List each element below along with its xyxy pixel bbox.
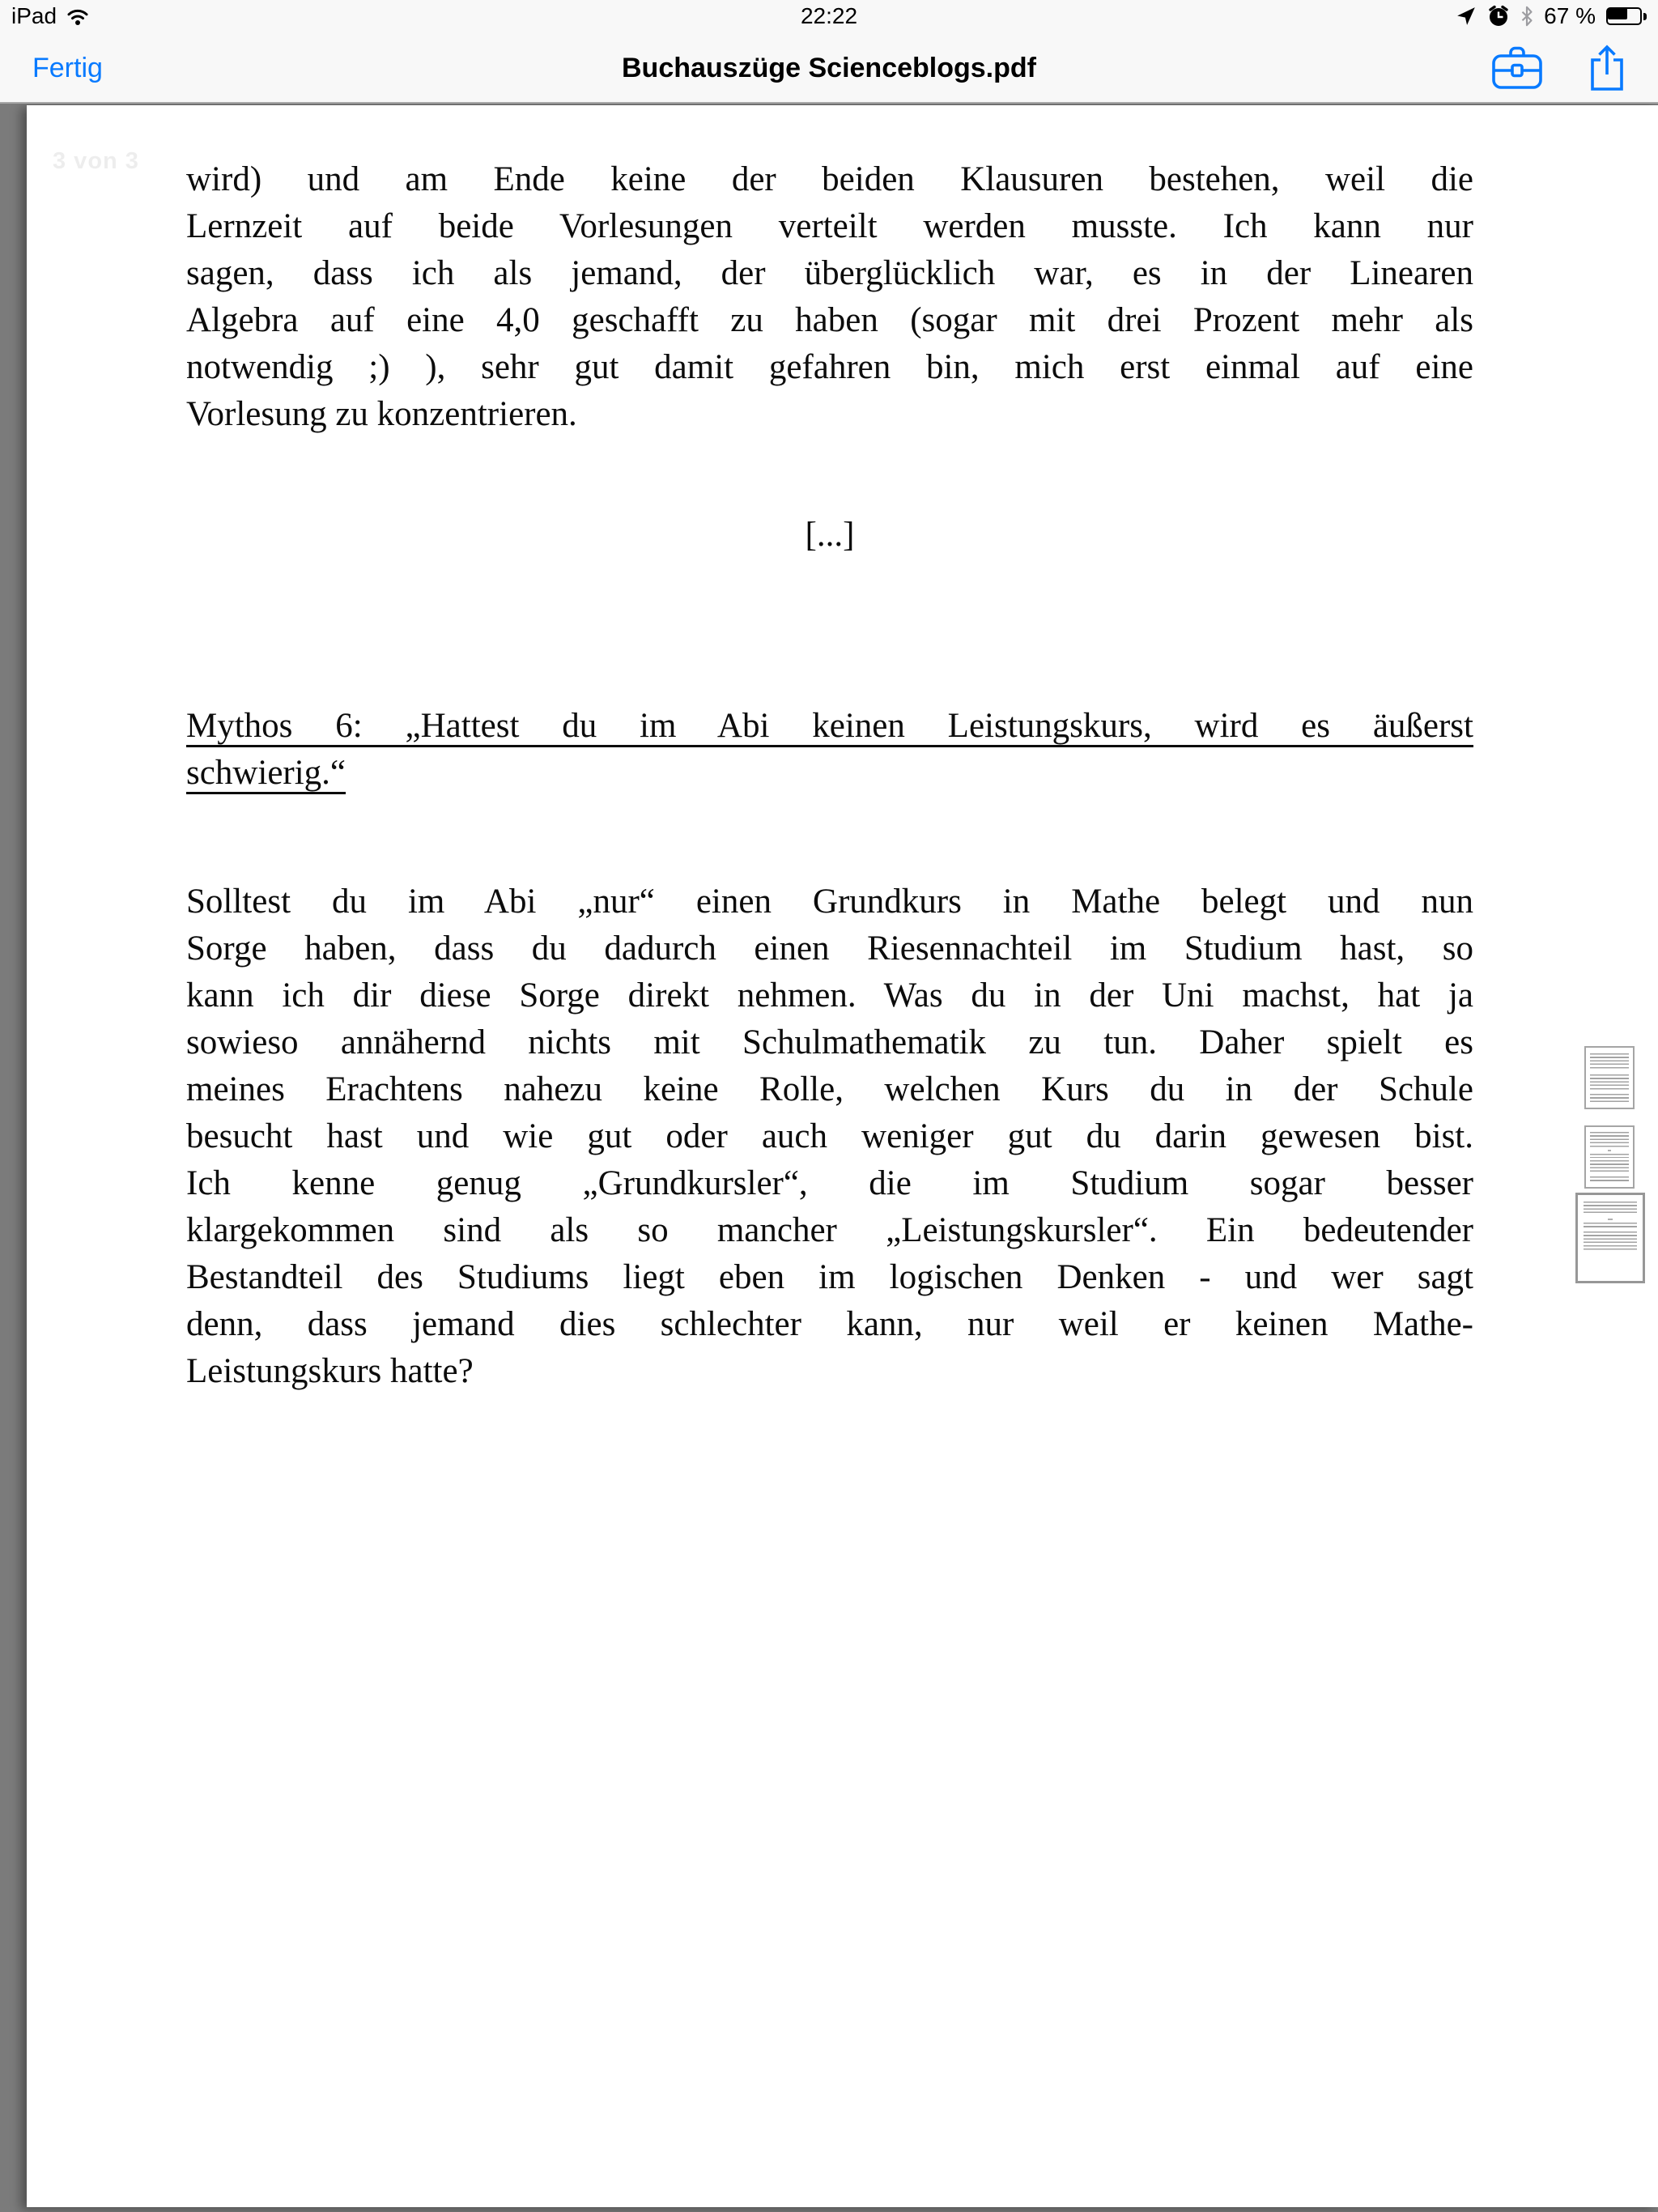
page-thumbnail-2[interactable] bbox=[1584, 1125, 1635, 1189]
text-line: denn, dass jemand dies schlechter kann, nur weil er keinen Mathe- bbox=[186, 1305, 1473, 1343]
status-right-group bbox=[1456, 0, 1647, 32]
text-line: Solltest du im Abi „nur“ einen Grundkurs in Mathe belegt und nun bbox=[186, 883, 1473, 921]
text-line: Mythos 6: „Hattest du im Abi keinen Leistungskurs, wird es äußerst bbox=[186, 707, 1473, 745]
text-line: notwendig ;) ), sehr gut damit gefahren bin, mich erst einmal auf eine bbox=[186, 348, 1473, 386]
pdf-page[interactable] bbox=[27, 105, 1658, 2207]
carrier-label: iPad bbox=[11, 3, 57, 28]
text-line: meines Erachtens nahezu keine Rolle, welchen Kurs du in der Schule bbox=[186, 1070, 1473, 1108]
text-line: Ich kenne genug „Grundkursler“, die im Studium sogar besser bbox=[186, 1164, 1473, 1202]
page-thumbnail-1[interactable] bbox=[1584, 1046, 1635, 1109]
text-line: Algebra auf eine 4,0 geschafft zu haben (sogar mit drei Prozent mehr als bbox=[186, 301, 1473, 339]
paragraph bbox=[186, 156, 1473, 438]
text-line: klargekommen sind als so mancher „Leistungskursler“. Ein bedeutender bbox=[186, 1211, 1473, 1249]
ellipsis-marker: [...] bbox=[805, 516, 855, 554]
text-line: Bestandteil des Studiums liegt eben im logischen Denken - und wer sagt bbox=[186, 1258, 1473, 1296]
share-icon[interactable] bbox=[1588, 45, 1626, 91]
text-line: Leistungskurs hatte? bbox=[186, 1352, 474, 1390]
text-line: Sorge haben, dass du dadurch einen Riesennachteil im Studium hast, so bbox=[186, 929, 1473, 968]
text-line: wird) und am Ende keine der beiden Klausuren bestehen, weil die bbox=[186, 160, 1473, 198]
page-thumbnail-3-current[interactable] bbox=[1575, 1193, 1645, 1283]
section-heading bbox=[186, 703, 1473, 797]
bluetooth-icon bbox=[1520, 6, 1533, 27]
navigation-bar bbox=[0, 32, 1658, 104]
done-button[interactable]: Fertig bbox=[32, 53, 103, 83]
location-arrow-icon bbox=[1456, 6, 1477, 27]
status-bar bbox=[0, 0, 1658, 32]
text-line: sagen, dass ich als jemand, der überglücklich war, es in der Linearen bbox=[186, 254, 1473, 292]
alarm-clock-icon bbox=[1487, 5, 1510, 28]
text-line: Lernzeit auf beide Vorlesungen verteilt werden musste. Ich kann nur bbox=[186, 207, 1473, 245]
clock: 22:22 bbox=[800, 3, 858, 28]
toolbox-icon[interactable] bbox=[1491, 45, 1543, 91]
text-line: sowieso annähernd nichts mit Schulmathematik zu tun. Daher spielt es bbox=[186, 1023, 1473, 1061]
page-indicator-watermark: 3 von 3 bbox=[53, 148, 139, 174]
battery-percent: 67 % bbox=[1544, 3, 1596, 28]
text-line: besucht hast und wie gut oder auch weniger gut du darin gewesen bist. bbox=[186, 1117, 1473, 1155]
document-title: Buchauszüge Scienceblogs.pdf bbox=[622, 53, 1036, 83]
text-line: schwierig.“ bbox=[186, 754, 346, 792]
text-line: Vorlesung zu konzentrieren. bbox=[186, 395, 577, 433]
nav-action-group bbox=[1491, 32, 1626, 104]
battery-icon bbox=[1606, 6, 1647, 26]
pdf-canvas bbox=[0, 105, 1658, 2212]
text-line: kann ich dir diese Sorge direkt nehmen. Was du in der Uni machst, hat ja bbox=[186, 976, 1473, 1015]
document-text bbox=[27, 105, 1658, 1395]
paragraph bbox=[186, 878, 1473, 1395]
